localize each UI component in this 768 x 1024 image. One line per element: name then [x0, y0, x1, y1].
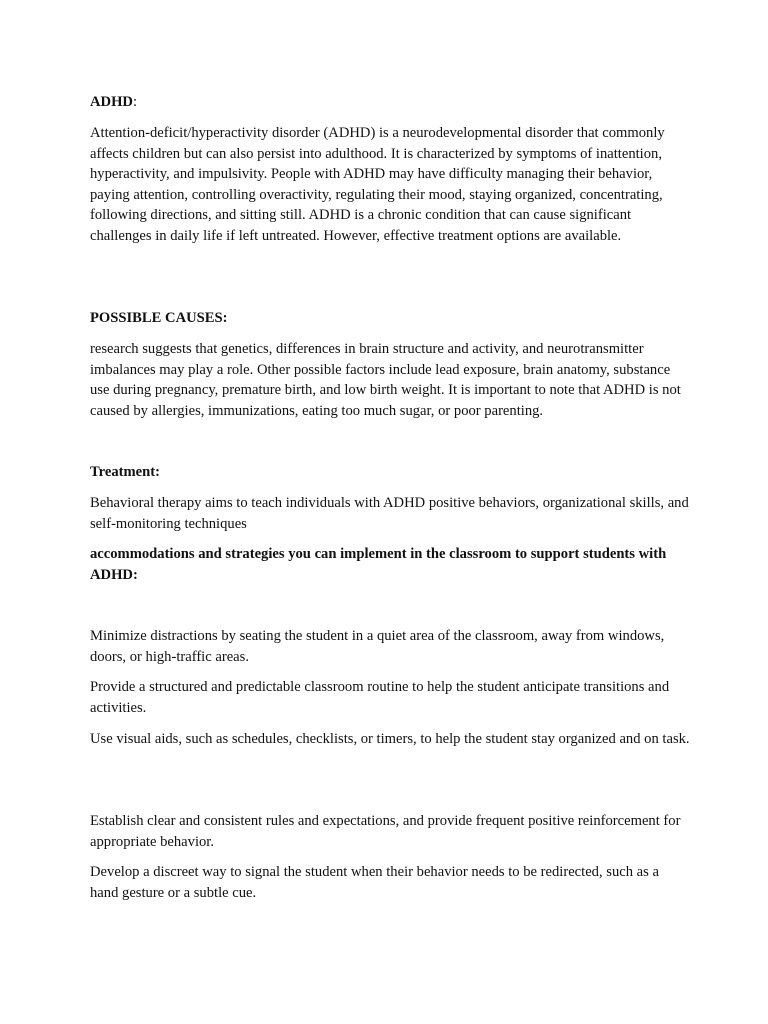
treatment-paragraph: Behavioral therapy aims to teach individuals with ADHD positive behaviors, organizational skills, and self-monitoring techniques — [90, 495, 689, 532]
strategy-item: Use visual aids, such as schedules, checklists, or timers, to help the student stay organized and on task. — [90, 731, 690, 747]
adhd-paragraph: Attention-deficit/hyperactivity disorder (ADHD) is a neurodevelopmental disorder that commonly affects children but can also persist into adulthood. It is characterized by symptoms of inattention, hyperactivity, and impulsivity. People with ADHD may have difficulty managing their behavior, paying attention, controlling overactivity, regulating their mood, staying organized, concentrating, following directions, and sitting still. ADHD is a chronic condition that can cause significant challenges in daily life if left untreated. However, effective treatment options are available. — [90, 125, 665, 244]
treatment-heading: Treatment: — [90, 464, 160, 480]
accommodations-heading: accommodations and strategies you can implement in the classroom to support students with ADHD: — [90, 546, 667, 583]
adhd-heading: ADHD — [90, 94, 133, 110]
adhd-heading-line — [90, 92, 690, 113]
causes-paragraph: research suggests that genetics, differences in brain structure and activity, and neurotransmitter imbalances may play a role. Other possible factors include lead exposure, brain anatomy, substance use during pregnancy, premature birth, and low birth weight. It is important to note that ADHD is not caused by allergies, immunizations, eating too much sugar, or poor parenting. — [90, 341, 681, 419]
strategy-item: Develop a discreet way to signal the student when their behavior needs to be redirected, such as a hand gesture or a subtle cue. — [90, 864, 659, 901]
strategy-item: Minimize distractions by seating the student in a quiet area of the classroom, away from windows, doors, or high-traffic areas. — [90, 628, 665, 665]
adhd-heading-colon: : — [132, 94, 138, 110]
causes-heading: POSSIBLE CAUSES: — [90, 310, 228, 326]
strategy-item: Establish clear and consistent rules and expectations, and provide frequent positive reinforcement for appropriate behavior. — [90, 813, 681, 850]
strategy-item: Provide a structured and predictable classroom routine to help the student anticipate transitions and activities. — [90, 679, 670, 716]
